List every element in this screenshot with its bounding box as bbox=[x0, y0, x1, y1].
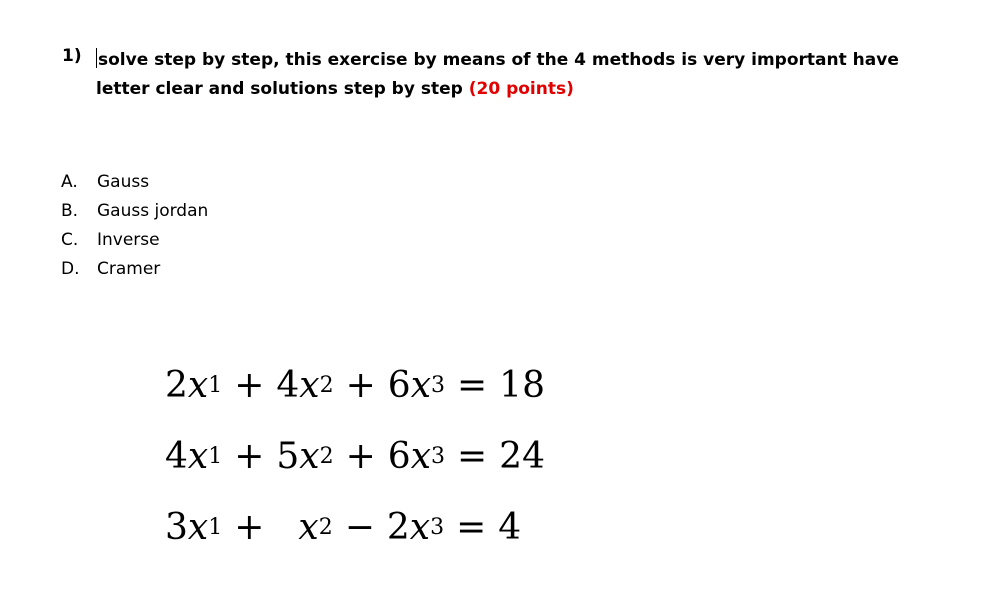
methods-list bbox=[61, 167, 208, 283]
variable: x bbox=[298, 507, 319, 548]
method-letter: A. bbox=[61, 171, 78, 192]
coefficient: 5 bbox=[276, 436, 300, 477]
equals-sign: = bbox=[457, 365, 488, 406]
list-item bbox=[61, 196, 208, 225]
question-text bbox=[96, 46, 936, 104]
list-item bbox=[61, 167, 208, 196]
coefficient: 2 bbox=[386, 507, 410, 548]
variable: x bbox=[187, 507, 209, 548]
equation-row: 2 x 1 + 4 x 2 + 6 x 3 = 18 bbox=[165, 365, 545, 406]
coefficient: 2 bbox=[165, 365, 188, 406]
operator: + bbox=[234, 507, 265, 548]
variable: x bbox=[410, 365, 431, 406]
coefficient: 3 bbox=[165, 507, 188, 548]
rhs-value: 24 bbox=[499, 436, 545, 477]
rhs-value: 4 bbox=[498, 507, 522, 548]
variable: x bbox=[410, 436, 431, 477]
equation-row: 4 x 1 + 5 x 2 + 6 x 3 = 24 bbox=[165, 436, 545, 477]
list-item bbox=[61, 254, 208, 283]
operator: + bbox=[345, 365, 376, 406]
method-label: Inverse bbox=[97, 229, 160, 250]
variable: x bbox=[299, 365, 320, 406]
equals-sign: = bbox=[457, 436, 488, 477]
method-label: Cramer bbox=[97, 258, 161, 279]
equation-row: 3 x 1 + x 2 − 2 x 3 = 4 bbox=[165, 507, 522, 548]
method-letter: C. bbox=[61, 229, 79, 250]
coefficient: 6 bbox=[387, 436, 411, 477]
method-label: Gauss jordan bbox=[97, 200, 209, 221]
variable: x bbox=[187, 436, 209, 477]
method-letter: D. bbox=[61, 258, 80, 279]
coefficient: 4 bbox=[276, 365, 300, 406]
coefficient: 6 bbox=[387, 365, 411, 406]
coefficient: 4 bbox=[165, 436, 188, 477]
text-cursor bbox=[96, 48, 97, 68]
operator: + bbox=[345, 436, 376, 477]
list-item bbox=[61, 225, 208, 254]
variable: x bbox=[299, 436, 320, 477]
operator: − bbox=[344, 507, 375, 548]
points-label: (20 points) bbox=[468, 79, 574, 99]
variable: x bbox=[409, 507, 431, 548]
question-number: 1) bbox=[62, 46, 82, 66]
rhs-value: 18 bbox=[499, 365, 545, 406]
variable: x bbox=[187, 365, 209, 406]
equation-system bbox=[165, 350, 545, 563]
method-letter: B. bbox=[61, 200, 79, 221]
operator: + bbox=[234, 365, 265, 406]
equals-sign: = bbox=[456, 507, 487, 548]
question-text-body: solve step by step, this exercise by means of the 4 methods is very important have letter clear and solutions step by step bbox=[96, 50, 899, 99]
method-label: Gauss bbox=[97, 171, 150, 192]
operator: + bbox=[234, 436, 265, 477]
